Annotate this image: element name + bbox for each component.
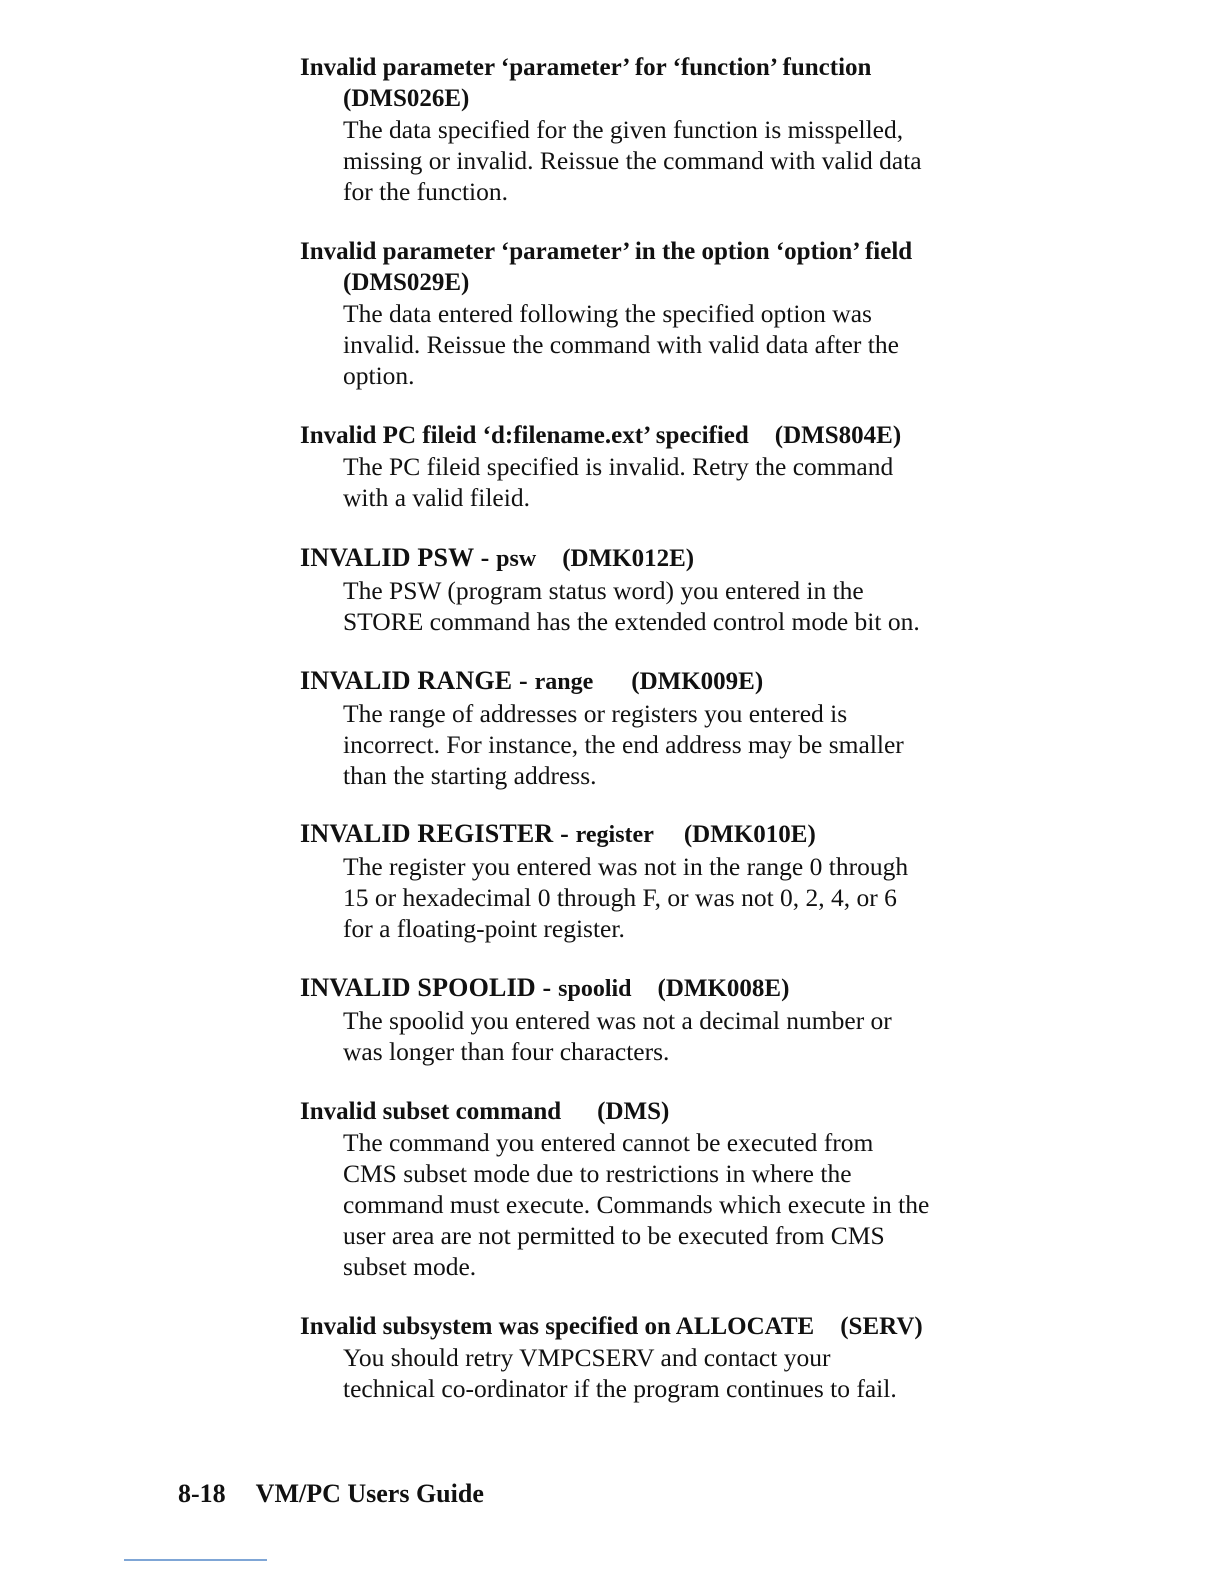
message-heading [300,972,1000,1005]
message-heading [300,420,1000,451]
description-line: The register you entered was not in the range 0 through [343,852,909,881]
message-id: (DMK012E) [562,545,695,572]
message-description [343,575,993,637]
description-line: for a floating-point register. [343,914,625,943]
description-line: technical co-ordinator if the program continues to fail. [343,1374,897,1403]
message-description [343,451,993,513]
description-line: invalid. Reissue the command with valid data after the [343,330,899,359]
message-entry-dmk008e [300,972,1000,1067]
description-line: You should retry VMPCSERV and contact your [343,1343,831,1372]
message-entry-dmk010e [300,818,1000,944]
description-line: incorrect. For instance, the end address may be smaller [343,730,904,759]
description-line: The PC fileid specified is invalid. Retry the command [343,452,894,481]
message-title: Invalid parameter ‘parameter’ in the option ‘option’ field [300,238,913,265]
message-id: (DMS804E) [774,422,902,449]
message-entry-dmk009e [300,665,1000,791]
message-title: Invalid parameter ‘parameter’ for ‘function’ function [300,54,872,81]
message-id: (DMK010E) [683,821,816,848]
message-title: INVALID RANGE - [300,666,535,695]
message-entry-serv [300,1311,1000,1404]
description-line: with a valid fileid. [343,483,530,512]
description-line: The command you entered cannot be executed from [343,1128,874,1157]
message-title: INVALID PSW - [300,543,497,572]
message-description [343,1005,993,1067]
description-line: option. [343,361,415,390]
message-id: (DMK009E) [631,668,764,695]
message-heading [300,542,1000,575]
message-variable: register [575,822,654,848]
message-title: Invalid subset command [300,1098,562,1125]
message-title: INVALID SPOOLID - [300,973,559,1002]
description-line: for the function. [343,177,508,206]
message-title: Invalid PC fileid ‘d:filename.ext’ specified [300,422,749,449]
message-id: (DMS) [597,1098,670,1125]
message-heading [300,1096,1000,1127]
description-line: STORE command has the extended control mode bit on. [343,607,920,636]
description-line: The data specified for the given function is misspelled, [343,115,904,144]
message-description [343,1342,993,1404]
message-entry-dms-subset [300,1096,1000,1282]
message-description [343,851,993,944]
message-entry-dms804e [300,420,1000,513]
message-heading [300,665,1000,698]
message-entry-dms029e [300,236,1000,391]
description-line: CMS subset mode due to restrictions in where the [343,1159,852,1188]
message-title: Invalid subsystem was specified on ALLOCATE [300,1313,815,1340]
message-description [343,698,993,791]
message-id: (DMS026E) [343,85,470,112]
page-number: 8-18 [178,1479,226,1508]
message-heading [300,236,1000,298]
document-title: VM/PC Users Guide [255,1479,484,1508]
page-footer [178,1478,484,1510]
message-entry-dmk012e [300,542,1000,637]
message-heading [300,1311,1000,1342]
description-line: than the starting address. [343,761,597,790]
description-line: The range of addresses or registers you entered is [343,699,848,728]
description-line: The spoolid you entered was not a decimal number or [343,1006,892,1035]
message-variable: spoolid [558,976,632,1002]
description-line: subset mode. [343,1252,477,1281]
message-id: (SERV) [840,1313,923,1340]
message-description [343,114,993,207]
description-line: 15 or hexadecimal 0 through F, or was not 0, 2, 4, or 6 [343,883,897,912]
description-line: was longer than four characters. [343,1037,670,1066]
message-description [343,1127,993,1282]
description-line: The PSW (program status word) you entered in the [343,576,864,605]
description-line: The data entered following the specified option was [343,299,872,328]
message-title: INVALID REGISTER - [300,819,576,848]
message-id: (DMK008E) [657,975,790,1002]
description-line: missing or invalid. Reissue the command with valid data [343,146,922,175]
description-line: command must execute. Commands which execute in the [343,1190,930,1219]
message-heading [300,52,1000,114]
bottom-rule-divider [124,1559,267,1561]
message-heading [300,818,1000,851]
message-variable: psw [496,546,537,572]
description-line: user area are not permitted to be executed from CMS [343,1221,885,1250]
message-variable: range [534,669,594,695]
message-id: (DMS029E) [343,269,470,296]
message-entry-dms026e [300,52,1000,207]
message-description [343,298,993,391]
